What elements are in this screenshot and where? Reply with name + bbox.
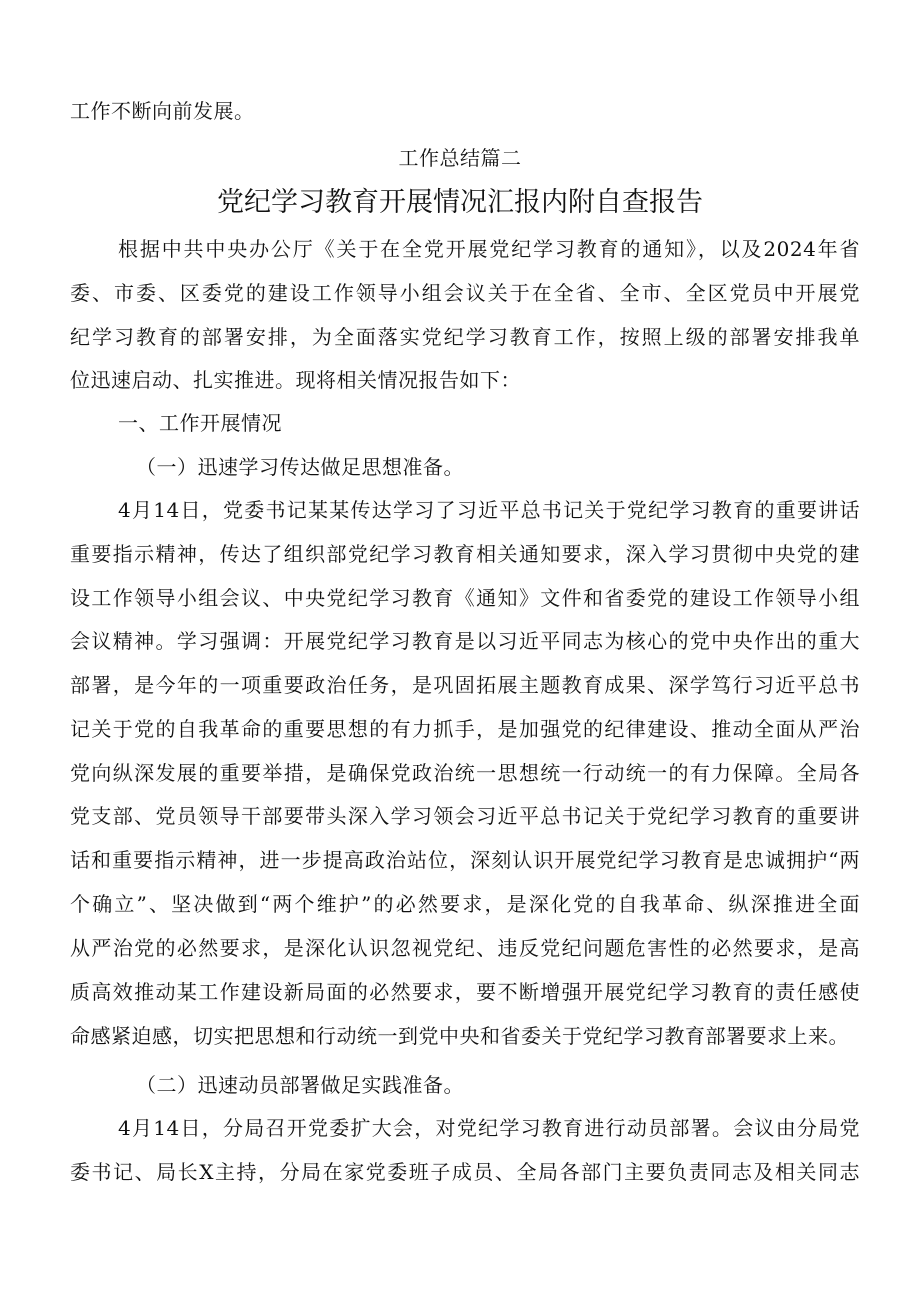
paragraph-line: 党向纵深发展的重要举措，是确保党政治统一思想统一行动统一的有力保障。全局各 bbox=[70, 761, 860, 785]
paragraph-line: 质高效推动某工作建设新局面的必然要求，要不断增强开展党纪学习教育的责任感使 bbox=[70, 980, 860, 1004]
paragraph-line: 4月14日，党委书记某某传达学习了习近平总书记关于党纪学习教育的重要讲话 bbox=[118, 498, 860, 522]
paragraph-line: 部署，是今年的一项重要政治任务，是巩固拓展主题教育成果、深学笃行习近平总书 bbox=[70, 673, 860, 697]
subsection-heading: （一）迅速学习传达做足思想准备。 bbox=[136, 455, 464, 479]
paragraph-line: 纪学习教育的部署安排，为全面落实党纪学习教育工作，按照上级的部署安排我单 bbox=[70, 325, 860, 349]
paragraph-line: 命感紧迫感，切实把思想和行动统一到党中央和省委关于党纪学习教育部署要求上来。 bbox=[70, 1024, 849, 1048]
paragraph-line: 记关于党的自我革命的重要思想的有力抓手，是加强党的纪律建设、推动全面从严治 bbox=[70, 717, 860, 741]
section-heading: 一、工作开展情况 bbox=[118, 411, 282, 435]
paragraph-line: 委、市委、区委党的建设工作领导小组会议关于在全省、全市、全区党员中开展党 bbox=[70, 281, 860, 305]
paragraph-line: 位迅速启动、扎实推进。现将相关情况报告如下： bbox=[70, 368, 521, 392]
document-title: 党纪学习教育开展情况汇报内附自查报告 bbox=[217, 187, 703, 218]
paragraph-line: 从严治党的必然要求，是深化认识忽视党纪、违反党纪问题危害性的必然要求，是高 bbox=[70, 936, 860, 960]
subsection-heading: （二）迅速动员部署做足实践准备。 bbox=[136, 1073, 464, 1097]
paragraph-line: 话和重要指示精神，进一步提高政治站位，深刻认识开展党纪学习教育是忠诚拥护“两 bbox=[70, 848, 860, 872]
paragraph-line: 工作不断向前发展。 bbox=[70, 99, 255, 123]
paragraph-line: 重要指示精神，传达了组织部党纪学习教育相关通知要求，深入学习贯彻中央党的建 bbox=[70, 542, 860, 566]
paragraph-line: 4月14日，分局召开党委扩大会，对党纪学习教育进行动员部署。会议由分局党 bbox=[118, 1116, 860, 1140]
paragraph-line: 设工作领导小组会议、中央党纪学习教育《通知》文件和省委党的建设工作领导小组 bbox=[70, 586, 860, 610]
paragraph-line: 根据中共中央办公厅《关于在全党开展党纪学习教育的通知》，以及2024年省 bbox=[118, 237, 860, 261]
paragraph-line: 会议精神。学习强调：开展党纪学习教育是以习近平同志为核心的党中央作出的重大 bbox=[70, 629, 860, 653]
paragraph-line: 个确立”、坚决做到“两个维护”的必然要求，是深化党的自我革命、纵深推进全面 bbox=[70, 892, 860, 916]
paragraph-line: 党支部、党员领导干部要带头深入学习领会习近平总书记关于党纪学习教育的重要讲 bbox=[70, 804, 860, 828]
paragraph-line: 委书记、局长X主持，分局在家党委班子成员、全局各部门主要负责同志及相关同志 bbox=[70, 1160, 860, 1184]
section-subtitle: 工作总结篇二 bbox=[398, 146, 522, 170]
